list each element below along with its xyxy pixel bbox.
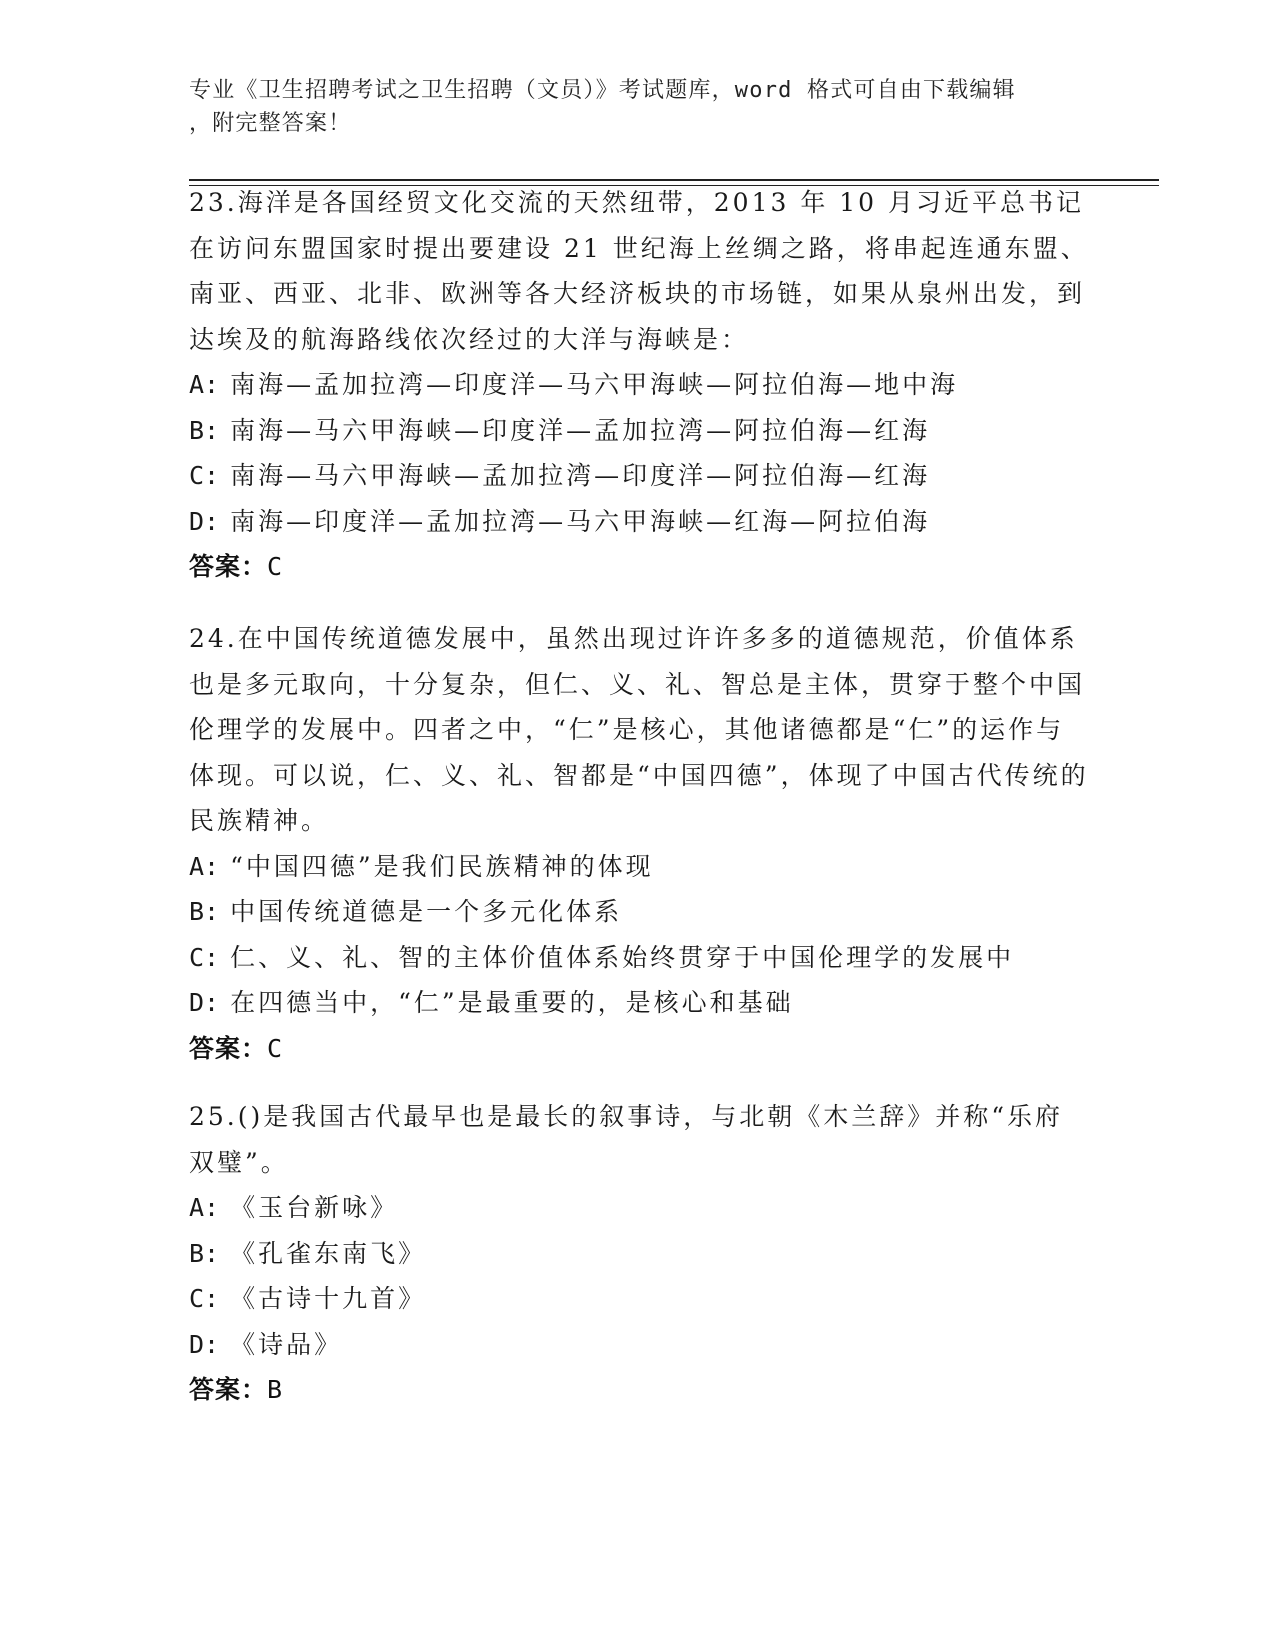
- option-d: D: 在四德当中，“仁”是最重要的，是核心和基础: [189, 988, 794, 1017]
- option-b: B: 中国传统道德是一个多元化体系: [189, 897, 623, 926]
- option-d: D: 南海—印度洋—孟加拉湾—马六甲海峡—红海—阿拉伯海: [189, 506, 931, 536]
- question-text: 25.()是我国古代最早也是最长的叙事诗，与北朝《木兰辞》并称“乐府双璧”。: [189, 1102, 1064, 1177]
- option-a: A: 南海—孟加拉湾—印度洋—马六甲海峡—阿拉伯海—地中海: [189, 370, 959, 399]
- header-line-2: ，附完整答案！: [189, 111, 352, 136]
- answer-line: 答案：C: [189, 1033, 284, 1063]
- answer-line: 答案：C: [189, 552, 284, 581]
- option-b: B: 《孔雀东南飞》: [189, 1238, 427, 1268]
- option-list: [189, 362, 1089, 544]
- option-c: C: 南海—马六甲海峡—孟加拉湾—印度洋—阿拉伯海—红海: [189, 461, 931, 490]
- option-d: D: 《诗品》: [189, 1329, 343, 1359]
- document-header: [189, 74, 1069, 140]
- answer-value: C: [267, 552, 284, 581]
- question-25: [189, 1094, 1089, 1413]
- question-text: 24.在中国传统道德发展中，虽然出现过许许多多的道德规范，价值体系也是多元取向，十分复杂，但仁、义、礼、智总是主体，贯穿于整个中国伦理学的发展中。四者之中，“仁”是核心，其他诸德都是“仁”的运作与体现。可以说，仁、义、礼、智都是“中国四德”，体现了中国古代传统的民族精神。: [189, 624, 1089, 835]
- option-a: A: “中国四德”是我们民族精神的体现: [189, 851, 654, 881]
- question-23: [189, 180, 1089, 590]
- answer-value: C: [267, 1033, 284, 1063]
- option-b: B: 南海—马六甲海峡—印度洋—孟加拉湾—阿拉伯海—红海: [189, 415, 931, 445]
- option-c: C: 《古诗十九首》: [189, 1284, 427, 1313]
- option-c: C: 仁、义、礼、智的主体价值体系始终贯穿于中国伦理学的发展中: [189, 942, 1015, 972]
- question-text: 23.海洋是各国经贸文化交流的天然纽带，2013 年 10 月习近平总书记在访问东盟国家时提出要建设 21 世纪海上丝绸之路，将串起连通东盟、南亚、西亚、北非、欧洲等各大经济板块的市场链，如果从泉州出发，到达埃及的航海路线依次经过的大洋与海峡是：: [189, 188, 1089, 354]
- answer-value: B: [267, 1375, 284, 1404]
- question-24: [189, 616, 1089, 1071]
- header-line-1: 专业《卫生招聘考试之卫生招聘（文员）》考试题库，word 格式可自由下载编辑: [189, 78, 1016, 103]
- option-list: [189, 844, 1089, 1026]
- answer-line: 答案：B: [189, 1375, 284, 1404]
- option-list: [189, 1185, 1089, 1367]
- option-a: A: 《玉台新咏》: [189, 1193, 399, 1222]
